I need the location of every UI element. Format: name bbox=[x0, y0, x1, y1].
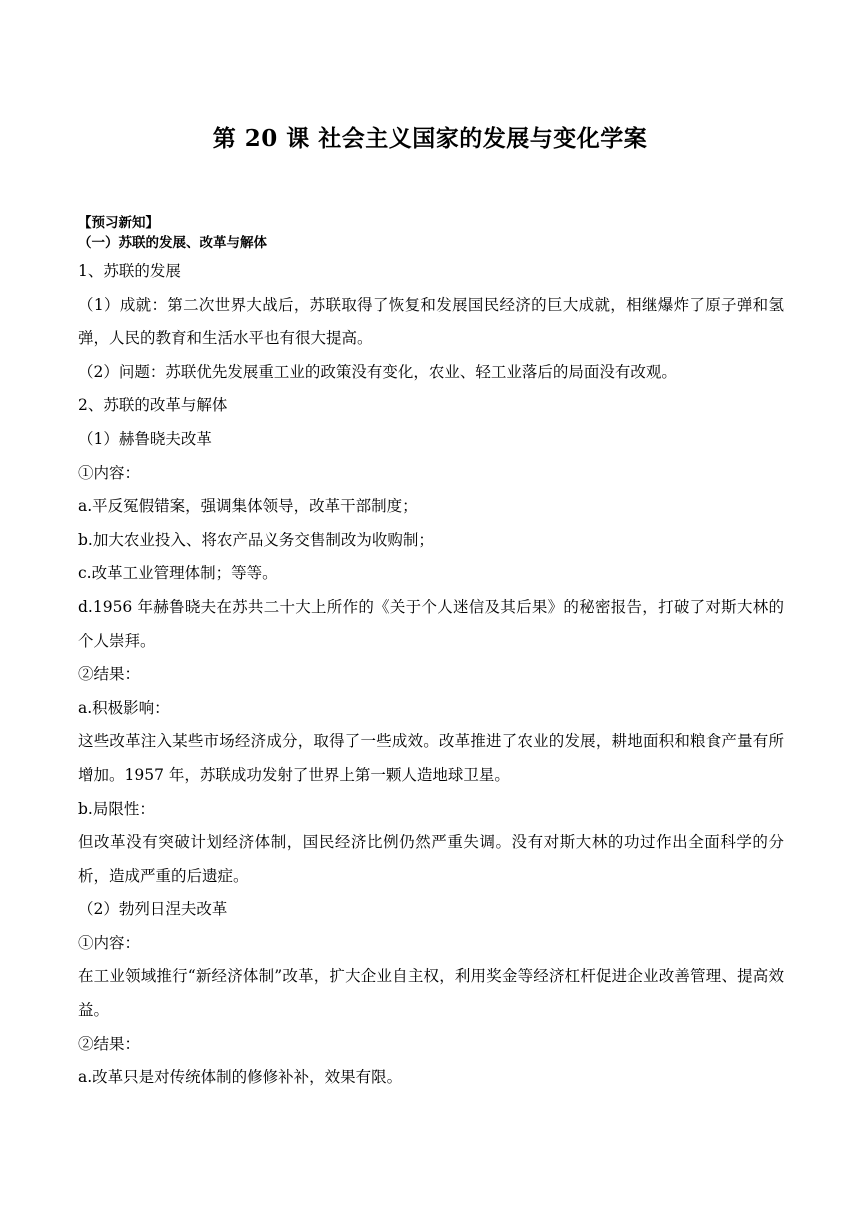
paragraph: ②结果： bbox=[78, 665, 141, 684]
paragraph: ②结果： bbox=[78, 1034, 141, 1053]
paragraph: 2、苏联的改革与解体 bbox=[78, 396, 228, 415]
paragraph: b.加大农业投入、将农产品义务交售制改为收购制； bbox=[78, 530, 434, 549]
paragraph: 1、苏联的发展 bbox=[78, 262, 181, 280]
paragraph: a.积极影响： bbox=[78, 698, 170, 717]
paragraph: （2）问题：苏联优先发展重工业的政策没有变化，农业、轻工业落后的局面没有改观。 bbox=[78, 362, 677, 381]
paragraph: c.改革工业管理体制；等等。 bbox=[78, 564, 278, 583]
paragraph: a.改革只是对传统体制的修修补补，效果有限。 bbox=[78, 1068, 403, 1087]
paragraph: 但改革没有突破计划经济体制，国民经济比例仍然严重失调。没有对斯大林的功过作出全面科学的分析，造成严重的后遗症。 bbox=[78, 833, 784, 885]
paragraph: d.1956 年赫鲁晓夫在苏共二十大上所作的《关于个人迷信及其后果》的秘密报告，打破了对斯大林的个人崇拜。 bbox=[78, 597, 784, 650]
paragraph: a.平反冤假错案，强调集体领导，改革干部制度； bbox=[78, 497, 418, 516]
paragraph: （1）成就：第二次世界大战后，苏联取得了恢复和发展国民经济的巨大成就，相继爆炸了原子弹和氢弹，人民的教育和生活水平也有很大提高。 bbox=[78, 295, 784, 348]
document-title: 第 20 课 社会主义国家的发展与变化学案 bbox=[212, 125, 648, 152]
paragraph: ①内容： bbox=[78, 933, 141, 952]
preview-heading: 【预习新知】 bbox=[78, 215, 159, 231]
section-heading: （一）苏联的发展、改革与解体 bbox=[78, 235, 267, 251]
paragraph: 在工业领域推行“新经济体制”改革，扩大企业自主权，利用奖金等经济杠杆促进企业改善管理、提高效益。 bbox=[78, 967, 784, 1020]
paragraph: （1）赫鲁晓夫改革 bbox=[78, 429, 212, 448]
paragraph: 这些改革注入某些市场经济成分，取得了一些成效。改革推进了农业的发展，耕地面积和粮食产量有所增加。1957 年，苏联成功发射了世界上第一颗人造地球卫星。 bbox=[78, 732, 784, 784]
paragraph: b.局限性： bbox=[78, 799, 155, 818]
paragraph: （2）勃列日涅夫改革 bbox=[78, 900, 228, 919]
document-body bbox=[78, 213, 784, 1095]
paragraph: ①内容： bbox=[78, 463, 141, 482]
